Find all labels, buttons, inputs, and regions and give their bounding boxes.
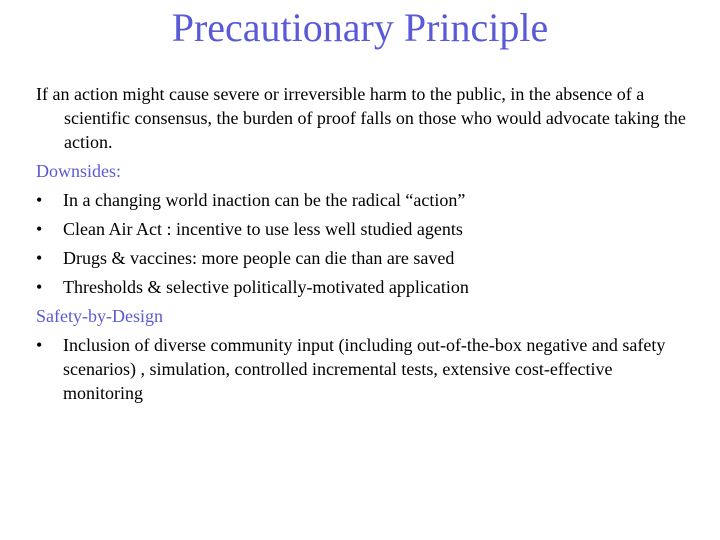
bullet-icon: • bbox=[36, 219, 43, 239]
bullet-text: In a changing world inaction can be the radical “action” bbox=[63, 190, 466, 210]
bullet-icon: • bbox=[36, 277, 43, 297]
bullet-icon: • bbox=[36, 248, 43, 268]
slide-title: Precautionary Principle bbox=[171, 5, 549, 50]
bullet-text: Drugs & vaccines: more people can die than are saved bbox=[63, 248, 455, 268]
definition-paragraph: If an action might cause severe or irreversible harm to the public, in the absence of a scientific consensus, the burden of proof falls on those who would advocate taking the action. bbox=[36, 84, 686, 152]
section-heading-downsides: Downsides: bbox=[36, 161, 121, 181]
bullet-icon: • bbox=[36, 190, 43, 210]
bullet-text: Inclusion of diverse community input (including out-of-the-box negative and safety scenarios) , simulation, controlled incremental tests, extensive cost-effective monitoring bbox=[63, 335, 666, 403]
list-item bbox=[36, 333, 696, 405]
section-heading-safety-by-design: Safety-by-Design bbox=[36, 306, 163, 326]
bullet-text: Thresholds & selective politically-motivated application bbox=[63, 277, 469, 297]
slide-body bbox=[36, 82, 696, 410]
bullet-text: Clean Air Act : incentive to use less well studied agents bbox=[63, 219, 463, 239]
list-item bbox=[36, 188, 696, 212]
list-item bbox=[36, 275, 696, 299]
bullet-icon: • bbox=[36, 335, 43, 355]
list-item bbox=[36, 246, 696, 270]
list-item bbox=[36, 217, 696, 241]
